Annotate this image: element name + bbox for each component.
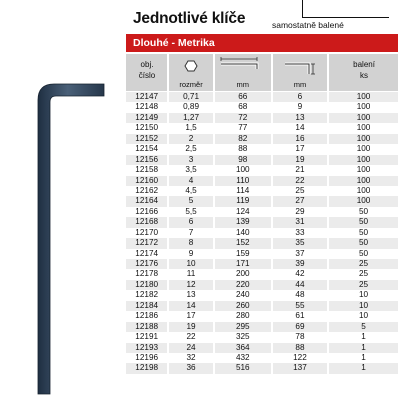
table-row bbox=[126, 123, 398, 133]
cell-package-qty: 100 bbox=[329, 123, 398, 133]
cell-short-length: 19 bbox=[273, 155, 327, 165]
header-long-length bbox=[215, 54, 271, 91]
cell-order-number: 12164 bbox=[126, 196, 167, 206]
cell-package-qty: 100 bbox=[329, 186, 398, 196]
cell-package-qty: 10 bbox=[329, 290, 398, 300]
table-row bbox=[126, 280, 398, 290]
table-row bbox=[126, 165, 398, 175]
cell-long-length: 110 bbox=[215, 176, 271, 186]
table-row bbox=[126, 186, 398, 196]
cell-order-number: 12191 bbox=[126, 332, 167, 342]
cell-short-length: 33 bbox=[273, 228, 327, 238]
cell-short-length: 122 bbox=[273, 353, 327, 363]
cell-package-qty: 100 bbox=[329, 196, 398, 206]
cell-short-length: 42 bbox=[273, 269, 327, 279]
cell-long-length: 200 bbox=[215, 269, 271, 279]
cell-long-length: 114 bbox=[215, 186, 271, 196]
cell-size: 4,5 bbox=[169, 186, 212, 196]
table-row bbox=[126, 228, 398, 238]
cell-short-length: 25 bbox=[273, 186, 327, 196]
title-bracket bbox=[302, 0, 389, 18]
cell-size: 5 bbox=[169, 196, 212, 206]
cell-long-length: 295 bbox=[215, 322, 271, 332]
header-package-line1: balení bbox=[353, 60, 375, 69]
cell-short-length: 35 bbox=[273, 238, 327, 248]
cell-long-length: 220 bbox=[215, 280, 271, 290]
cell-package-qty: 25 bbox=[329, 280, 398, 290]
cell-package-qty: 1 bbox=[329, 353, 398, 363]
cell-long-length: 119 bbox=[215, 196, 271, 206]
cell-size: 2 bbox=[169, 134, 212, 144]
cell-size: 13 bbox=[169, 290, 212, 300]
header-order-number-line2: číslo bbox=[138, 71, 156, 80]
cell-long-length: 240 bbox=[215, 290, 271, 300]
cell-long-length: 364 bbox=[215, 343, 271, 353]
cell-package-qty: 50 bbox=[329, 217, 398, 227]
cell-size: 32 bbox=[169, 353, 212, 363]
cell-short-length: 14 bbox=[273, 123, 327, 133]
cell-long-length: 171 bbox=[215, 259, 271, 269]
table-row bbox=[126, 259, 398, 269]
cell-package-qty: 50 bbox=[329, 207, 398, 217]
cell-short-length: 48 bbox=[273, 290, 327, 300]
cell-size: 1,5 bbox=[169, 123, 212, 133]
header-package bbox=[329, 54, 398, 91]
cell-order-number: 12186 bbox=[126, 311, 167, 321]
table-row bbox=[126, 249, 398, 259]
cell-long-length: 66 bbox=[215, 92, 271, 102]
cell-size: 8 bbox=[169, 238, 212, 248]
cell-short-length: 78 bbox=[273, 332, 327, 342]
cell-size: 10 bbox=[169, 259, 212, 269]
cell-package-qty: 50 bbox=[329, 228, 398, 238]
cell-order-number: 12168 bbox=[126, 217, 167, 227]
cell-size: 6 bbox=[169, 217, 212, 227]
cell-package-qty: 10 bbox=[329, 301, 398, 311]
table-row bbox=[126, 269, 398, 279]
cell-package-qty: 100 bbox=[329, 134, 398, 144]
cell-package-qty: 1 bbox=[329, 332, 398, 342]
cell-size: 17 bbox=[169, 311, 212, 321]
cell-long-length: 260 bbox=[215, 301, 271, 311]
cell-order-number: 12198 bbox=[126, 363, 167, 373]
cell-size: 9 bbox=[169, 249, 212, 259]
cell-short-length: 29 bbox=[273, 207, 327, 217]
category-label: Dlouhé - Metrika bbox=[133, 37, 215, 49]
cell-short-length: 61 bbox=[273, 311, 327, 321]
cell-package-qty: 25 bbox=[329, 259, 398, 269]
cell-order-number: 12152 bbox=[126, 134, 167, 144]
cell-package-qty: 100 bbox=[329, 144, 398, 154]
cell-order-number: 12172 bbox=[126, 238, 167, 248]
cell-order-number: 12184 bbox=[126, 301, 167, 311]
header-size bbox=[169, 54, 212, 91]
cell-size: 3 bbox=[169, 155, 212, 165]
cell-order-number: 12149 bbox=[126, 113, 167, 123]
cell-package-qty: 100 bbox=[329, 113, 398, 123]
cell-size: 3,5 bbox=[169, 165, 212, 175]
page-title: Jednotlivé klíče bbox=[133, 10, 246, 27]
cell-short-length: 27 bbox=[273, 196, 327, 206]
hexagon-icon bbox=[169, 54, 213, 80]
cell-long-length: 140 bbox=[215, 228, 271, 238]
table-row bbox=[126, 363, 398, 373]
cell-package-qty: 1 bbox=[329, 343, 398, 353]
header-short-length bbox=[273, 54, 327, 91]
cell-order-number: 12158 bbox=[126, 165, 167, 175]
table-row bbox=[126, 217, 398, 227]
short-key-icon bbox=[273, 54, 328, 80]
hex-key-illustration bbox=[30, 78, 110, 396]
cell-order-number: 12147 bbox=[126, 92, 167, 102]
cell-order-number: 12148 bbox=[126, 102, 167, 112]
cell-short-length: 137 bbox=[273, 363, 327, 373]
cell-package-qty: 1 bbox=[329, 363, 398, 373]
cell-short-length: 39 bbox=[273, 259, 327, 269]
cell-short-length: 21 bbox=[273, 165, 327, 175]
cell-order-number: 12178 bbox=[126, 269, 167, 279]
cell-long-length: 100 bbox=[215, 165, 271, 175]
cell-long-length: 325 bbox=[215, 332, 271, 342]
table-row bbox=[126, 92, 398, 102]
cell-size: 1,27 bbox=[169, 113, 212, 123]
cell-size: 19 bbox=[169, 322, 212, 332]
cell-size: 22 bbox=[169, 332, 212, 342]
table-row bbox=[126, 196, 398, 206]
cell-order-number: 12162 bbox=[126, 186, 167, 196]
long-key-icon bbox=[215, 54, 272, 80]
cell-long-length: 68 bbox=[215, 102, 271, 112]
table-row bbox=[126, 113, 398, 123]
header-package-line2: ks bbox=[360, 71, 369, 80]
cell-size: 12 bbox=[169, 280, 212, 290]
header-size-label: rozměr bbox=[179, 80, 203, 89]
cell-short-length: 9 bbox=[273, 102, 327, 112]
cell-order-number: 12170 bbox=[126, 228, 167, 238]
cell-short-length: 6 bbox=[273, 92, 327, 102]
cell-short-length: 16 bbox=[273, 134, 327, 144]
cell-size: 14 bbox=[169, 301, 212, 311]
header-order-number-line1: obj. bbox=[140, 60, 154, 69]
cell-short-length: 17 bbox=[273, 144, 327, 154]
cell-order-number: 12193 bbox=[126, 343, 167, 353]
cell-package-qty: 50 bbox=[329, 238, 398, 248]
table-row bbox=[126, 332, 398, 342]
cell-order-number: 12160 bbox=[126, 176, 167, 186]
subtitle: samostatně balené bbox=[272, 20, 344, 30]
table-row bbox=[126, 322, 398, 332]
cell-order-number: 12156 bbox=[126, 155, 167, 165]
cell-package-qty: 100 bbox=[329, 92, 398, 102]
cell-short-length: 44 bbox=[273, 280, 327, 290]
cell-long-length: 82 bbox=[215, 134, 271, 144]
cell-package-qty: 100 bbox=[329, 165, 398, 175]
cell-short-length: 88 bbox=[273, 343, 327, 353]
table-row bbox=[126, 290, 398, 300]
cell-package-qty: 100 bbox=[329, 176, 398, 186]
cell-short-length: 13 bbox=[273, 113, 327, 123]
table-row bbox=[126, 102, 398, 112]
cell-long-length: 432 bbox=[215, 353, 271, 363]
header-short-length-label: mm bbox=[293, 80, 307, 89]
cell-short-length: 55 bbox=[273, 301, 327, 311]
cell-long-length: 280 bbox=[215, 311, 271, 321]
cell-long-length: 152 bbox=[215, 238, 271, 248]
table-row bbox=[126, 301, 398, 311]
cell-package-qty: 25 bbox=[329, 269, 398, 279]
cell-order-number: 12150 bbox=[126, 123, 167, 133]
table-row bbox=[126, 144, 398, 154]
cell-size: 4 bbox=[169, 176, 212, 186]
cell-size: 24 bbox=[169, 343, 212, 353]
header-order-number bbox=[126, 54, 167, 91]
cell-size: 2,5 bbox=[169, 144, 212, 154]
category-band bbox=[126, 34, 398, 52]
cell-order-number: 12166 bbox=[126, 207, 167, 217]
cell-order-number: 12176 bbox=[126, 259, 167, 269]
cell-order-number: 12174 bbox=[126, 249, 167, 259]
cell-order-number: 12182 bbox=[126, 290, 167, 300]
cell-long-length: 98 bbox=[215, 155, 271, 165]
cell-short-length: 22 bbox=[273, 176, 327, 186]
table-header bbox=[126, 54, 398, 91]
cell-long-length: 124 bbox=[215, 207, 271, 217]
cell-long-length: 88 bbox=[215, 144, 271, 154]
cell-package-qty: 10 bbox=[329, 311, 398, 321]
cell-size: 5,5 bbox=[169, 207, 212, 217]
table-row bbox=[126, 207, 398, 217]
cell-package-qty: 5 bbox=[329, 322, 398, 332]
cell-order-number: 12196 bbox=[126, 353, 167, 363]
cell-order-number: 12154 bbox=[126, 144, 167, 154]
table-row bbox=[126, 343, 398, 353]
cell-size: 7 bbox=[169, 228, 212, 238]
table-row bbox=[126, 155, 398, 165]
table-row bbox=[126, 176, 398, 186]
cell-package-qty: 100 bbox=[329, 155, 398, 165]
cell-size: 11 bbox=[169, 269, 212, 279]
cell-package-qty: 50 bbox=[329, 249, 398, 259]
cell-long-length: 139 bbox=[215, 217, 271, 227]
cell-long-length: 159 bbox=[215, 249, 271, 259]
cell-long-length: 516 bbox=[215, 363, 271, 373]
cell-size: 36 bbox=[169, 363, 212, 373]
table-row bbox=[126, 238, 398, 248]
table-body bbox=[126, 92, 398, 374]
table-row bbox=[126, 311, 398, 321]
cell-short-length: 31 bbox=[273, 217, 327, 227]
cell-short-length: 69 bbox=[273, 322, 327, 332]
cell-size: 0,71 bbox=[169, 92, 212, 102]
cell-size: 0,89 bbox=[169, 102, 212, 112]
cell-long-length: 72 bbox=[215, 113, 271, 123]
table-row bbox=[126, 353, 398, 363]
cell-short-length: 37 bbox=[273, 249, 327, 259]
cell-order-number: 12180 bbox=[126, 280, 167, 290]
cell-package-qty: 100 bbox=[329, 102, 398, 112]
cell-long-length: 77 bbox=[215, 123, 271, 133]
table-row bbox=[126, 134, 398, 144]
cell-order-number: 12188 bbox=[126, 322, 167, 332]
header-long-length-label: mm bbox=[236, 80, 250, 89]
